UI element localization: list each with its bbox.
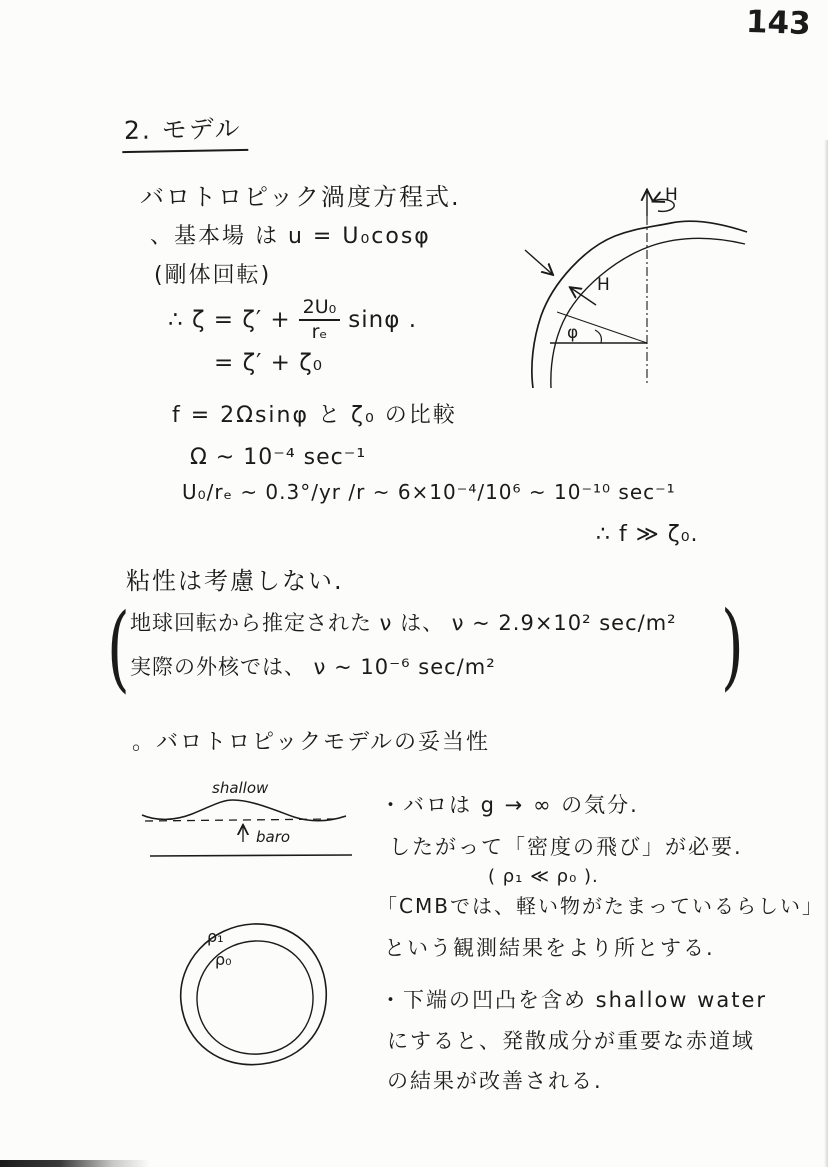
bottom-boundary-line — [150, 855, 352, 856]
shallow-surface-curve — [142, 800, 346, 821]
outer-pointer-arrow — [525, 250, 552, 274]
basic-field-line: 、基本場 は u = U₀cosφ — [150, 224, 431, 249]
fraction-denominator: rₑ — [311, 320, 328, 343]
comparison-title: f = 2Ωsinφ と ζ₀ の比較 — [172, 403, 457, 428]
rigid-rotation-note: (剛体回転) — [154, 263, 272, 288]
viscosity-title: 粘性は考慮しない. — [126, 567, 344, 595]
zeta-equation-prefix: ∴ ζ = ζ′ + — [168, 306, 291, 333]
thickness-label: H — [597, 275, 610, 295]
axis-label: H — [665, 185, 678, 205]
omega-magnitude-line: Ω ~ 10⁻⁴ sec⁻¹ — [190, 445, 367, 470]
inner-shell-arc — [551, 238, 745, 388]
u0-re-magnitude-line: U₀/rₑ ~ 0.3°/yr /r ~ 6×10⁻⁴/10⁶ ~ 10⁻¹⁰ sec⁻¹ — [182, 480, 676, 504]
scan-artifact-bottom — [0, 1160, 150, 1167]
outer-shell-circle — [181, 924, 327, 1065]
fraction-numerator: 2U₀ — [299, 297, 341, 321]
inner-density-label: ρ₀ — [215, 950, 232, 969]
section-heading: 2. モデル — [122, 113, 248, 153]
outer-density-label: ρ₁ — [207, 927, 224, 946]
shallow-baro-diagram — [120, 778, 405, 878]
zeta-equation-line2: = ζ′ + ζ₀ — [214, 350, 323, 376]
zeta-equation-line1 — [168, 297, 417, 343]
comparison-conclusion: ∴ f ≫ ζ₀. — [596, 522, 699, 547]
fraction-2u0-over-re — [299, 297, 341, 343]
outer-shell-arc — [532, 221, 747, 388]
viscosity-actual-line: 実際の外核では、 ν ~ 10⁻⁶ sec/m² — [130, 655, 496, 679]
bullet2-line3: の結果が改善される. — [387, 1069, 603, 1093]
bullet1-line5: という観測結果をより所とする. — [384, 936, 715, 960]
page-number: 143 — [745, 3, 812, 43]
bullet2-line1: ・下端の凹凸を含め shallow water — [380, 988, 767, 1012]
bullet1-line2: したがって「密度の飛び」が必要. — [389, 835, 743, 859]
viscosity-paren-open: ( — [106, 594, 130, 703]
bullet1-cmb-quote: 「CMBでは、軽い物がたまっているらしい」 — [377, 894, 824, 918]
bullet1-line1: ・バロは g → ∞ の気分. — [380, 793, 639, 817]
bullet1-density-condition: ( ρ₁ ≪ ρ₀ ). — [488, 866, 599, 887]
validity-title: 。バロトロピックモデルの妥当性 — [132, 730, 491, 755]
vorticity-equation-title: バロトロピック渦度方程式. — [140, 183, 461, 211]
core-shell-diagram — [165, 912, 345, 1072]
scan-artifact-right-edge — [824, 140, 828, 1167]
viscosity-estimate-line: 地球回転から推定された ν は、 ν ~ 2.9×10² sec/m² — [130, 611, 677, 635]
angle-label: φ — [567, 323, 579, 343]
viscosity-paren-close: ) — [720, 592, 744, 701]
shallow-label: shallow — [212, 779, 269, 797]
baro-label: baro — [256, 828, 291, 846]
zeta-equation-suffix: sinφ . — [348, 306, 418, 333]
angle-arc — [595, 330, 601, 343]
bullet2-line2: にすると、発散成分が重要な赤道域 — [387, 1029, 755, 1053]
rotating-shell-diagram — [495, 182, 750, 392]
